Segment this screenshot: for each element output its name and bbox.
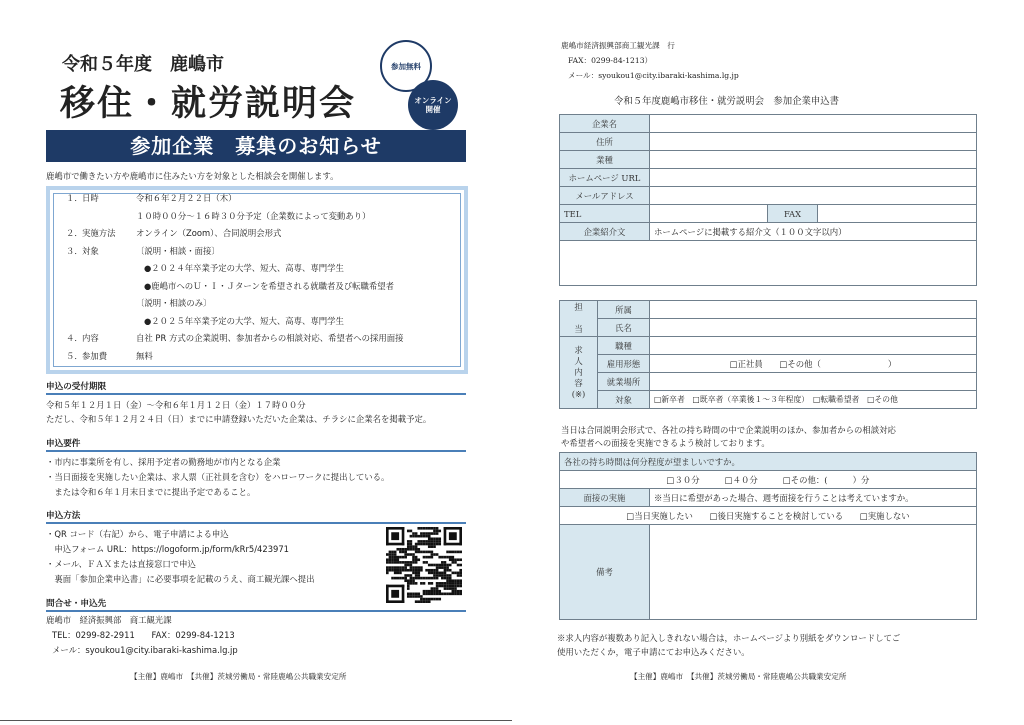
info-value: ●２０２４年卒業予定の大学、短大、高専、専門学生	[144, 263, 344, 273]
deadline-header: 申込の受付期限	[46, 382, 107, 392]
method-header: 申込方法	[46, 511, 81, 521]
info-value: 〔説明・相談・面接〕	[136, 245, 220, 256]
deadline-text: 令和５年１２月１日（金）～令和６年１月１２日（金）１７時００分	[46, 400, 306, 410]
addressee-email: メール：syoukou1@city.ibaraki-kashima.lg.jp	[568, 71, 739, 80]
title-line1: 令和５年度 鹿嶋市	[62, 54, 224, 75]
address-label: 住所	[560, 133, 650, 151]
name-label: 氏名	[598, 319, 650, 337]
info-number: ３．	[66, 245, 83, 256]
info-value: 〔説明・相談のみ〕	[136, 298, 212, 308]
job-type-field[interactable]	[650, 337, 977, 355]
interview-label: 面接の実施	[560, 489, 650, 507]
recruit-banner: 参加企業 募集のお知らせ	[46, 130, 466, 162]
addressee: 鹿嶋市経済振興部商工観光課 行	[561, 41, 675, 50]
target-options[interactable]: □新卒者 □既卒者（卒業後１～３年程度） □転職希望者 □その他	[650, 391, 977, 409]
remarks-label: 備考	[560, 525, 650, 620]
contact-phone: TEL：0299-82-2911 FAX：0299-84-1213	[52, 630, 235, 640]
email-label: メールアドレス	[560, 187, 650, 205]
info-value: １０時００分～１６時３０分予定（企業数によって変動あり）	[136, 210, 371, 221]
target-label: 対象	[598, 391, 650, 409]
title-main: 移住・就労説明会	[60, 84, 357, 124]
requirement-2: ・当日面接を実施したい企業は、求人票（正社員を含む）をハローワークに提出している。	[46, 472, 390, 482]
homepage-label: ホームページ URL	[560, 169, 650, 187]
interview-question: ※当日に希望があった場合、週考面接を行うことは考えていますか。	[650, 489, 977, 507]
qr-code-icon[interactable]	[386, 527, 462, 603]
company-info-table	[559, 114, 977, 286]
divider	[46, 610, 466, 612]
name-field[interactable]	[650, 319, 977, 337]
footnote-2: 使用いただくか，電子申請にてお申込みください。	[557, 647, 750, 657]
addressee-fax: FAX：0299-84-1213）	[568, 56, 653, 65]
info-value: 令和６年２月２２日（木）	[136, 193, 237, 203]
page-edge	[0, 720, 512, 721]
company-intro-field[interactable]	[560, 241, 977, 286]
workplace-field[interactable]	[650, 373, 977, 391]
industry-label: 業種	[560, 151, 650, 169]
company-intro-label: 企業紹介文	[560, 223, 650, 241]
footnote-1: ※求人内容が複数あり記入しきれない場合は，ホームページより別紙をダウンロードしてご	[557, 633, 901, 643]
info-value: 自社 PR 方式の企業説明、参加者からの相談対応、希望者への採用面接	[136, 333, 404, 343]
email-field[interactable]	[650, 187, 977, 205]
time-question: 各社の持ち時間は何分程度が望ましいですか。	[560, 453, 977, 471]
info-number: ２．	[66, 228, 83, 238]
info-value: ●鹿嶋市へのＵ・Ｉ・Ｊターンを希望される就職者及び転職希望者	[144, 280, 395, 291]
info-label: 実施方法	[82, 228, 116, 238]
info-label: 内容	[82, 333, 99, 343]
tel-field[interactable]	[650, 205, 768, 223]
info-number: ４．	[66, 333, 83, 343]
info-number: １．	[66, 193, 83, 203]
contact-dept: 鹿嶋市 経済振興部 商工観光課	[46, 615, 172, 625]
method-1: ・QR コード（右記）から、電子申請による申込	[46, 529, 229, 539]
remarks-field[interactable]	[650, 525, 977, 620]
employment-type-options[interactable]: □正社員 □その他（ ）	[650, 355, 977, 373]
divider	[46, 393, 466, 395]
online-badge: オンライン 開催	[408, 80, 458, 130]
method-3: ・メール、ＦＡＸまたは直接窓口で申込	[46, 559, 196, 569]
contact-header: 問合せ・申込先	[46, 599, 107, 609]
interview-options[interactable]: □当日実施したい □後日実施することを検討している □実施しない	[560, 507, 977, 525]
intro-text: 鹿嶋市で働きたい方や鹿嶋市に住みたい方を対象とした相談会を開催します。	[46, 171, 339, 181]
company-intro-note: ホームページに掲載する紹介文（１００文字以内）	[650, 223, 977, 241]
homepage-field[interactable]	[650, 169, 977, 187]
workplace-label: 就業場所	[598, 373, 650, 391]
info-value: オンライン（Zoom）、合同説明会形式	[136, 228, 282, 238]
requirement-3: または令和６年１月末日までに提出予定であること。	[46, 487, 256, 497]
divider	[46, 450, 466, 452]
company-name-field[interactable]	[650, 115, 977, 133]
form-title: 令和５年度鹿嶋市移住・就労説明会 参加企業申込書	[614, 96, 840, 107]
divider	[46, 522, 466, 524]
dept-label: 所属	[598, 301, 650, 319]
free-badge: 参加無料	[380, 40, 432, 92]
info-value: 無料	[136, 350, 153, 361]
person-in-charge-label: 担 当	[560, 301, 598, 337]
requirements-header: 申込要件	[46, 439, 81, 449]
tel-label: TEL	[560, 205, 650, 223]
info-value: ●２０２５年卒業予定の大学、短大、高専、専門学生	[144, 315, 344, 326]
organizer-footer: 【主催】鹿嶋市 【共催】茨城労働局・常陸鹿嶋公共職業安定所	[130, 672, 347, 681]
job-details-label: 求 人 内 容 (※)	[560, 337, 598, 409]
time-options[interactable]: □３０分 □４０分 □その他：( ）分	[560, 471, 977, 489]
info-number: ５．	[66, 350, 83, 361]
industry-field[interactable]	[650, 151, 977, 169]
format-note-1: 当日は合同説明会形式で、各社の持ち時間の中で企業説明のほか、参加者からの相談対応	[561, 425, 896, 435]
employment-type-label: 雇用形態	[598, 355, 650, 373]
company-name-label: 企業名	[560, 115, 650, 133]
info-label: 対象	[82, 245, 99, 256]
contact-email[interactable]: メール：syoukou1@city.ibaraki-kashima.lg.jp	[52, 645, 238, 655]
info-label: 日時	[82, 193, 99, 203]
form-url-link[interactable]: 申込フォーム URL：https://logoform.jp/form/kRr5/423971	[46, 544, 290, 554]
contact-job-table	[559, 300, 977, 409]
organizer-footer-right: 【主催】鹿嶋市 【共催】茨城労働局・常陸鹿嶋公共職業安定所	[630, 672, 847, 681]
job-type-label: 職種	[598, 337, 650, 355]
fax-label: FAX	[768, 205, 818, 223]
deadline-note: ただし、令和５年１２月２４日（日）までに申請登録いただいた企業は、チラシに企業名を掲載予定。	[46, 414, 432, 424]
survey-table	[559, 452, 977, 620]
requirement-1: ・市内に事業所を有し、採用予定者の勤務地が市内となる企業	[46, 457, 281, 467]
info-label: 参加費	[82, 350, 108, 361]
method-4: 裏面「参加企業申込書」に必要事項を記載のうえ、商工観光課へ提出	[46, 574, 315, 584]
address-field[interactable]	[650, 133, 977, 151]
format-note-2: や希望者への面接を実施できるよう検討しております。	[561, 438, 770, 448]
dept-field[interactable]	[650, 301, 977, 319]
fax-field[interactable]	[818, 205, 977, 223]
